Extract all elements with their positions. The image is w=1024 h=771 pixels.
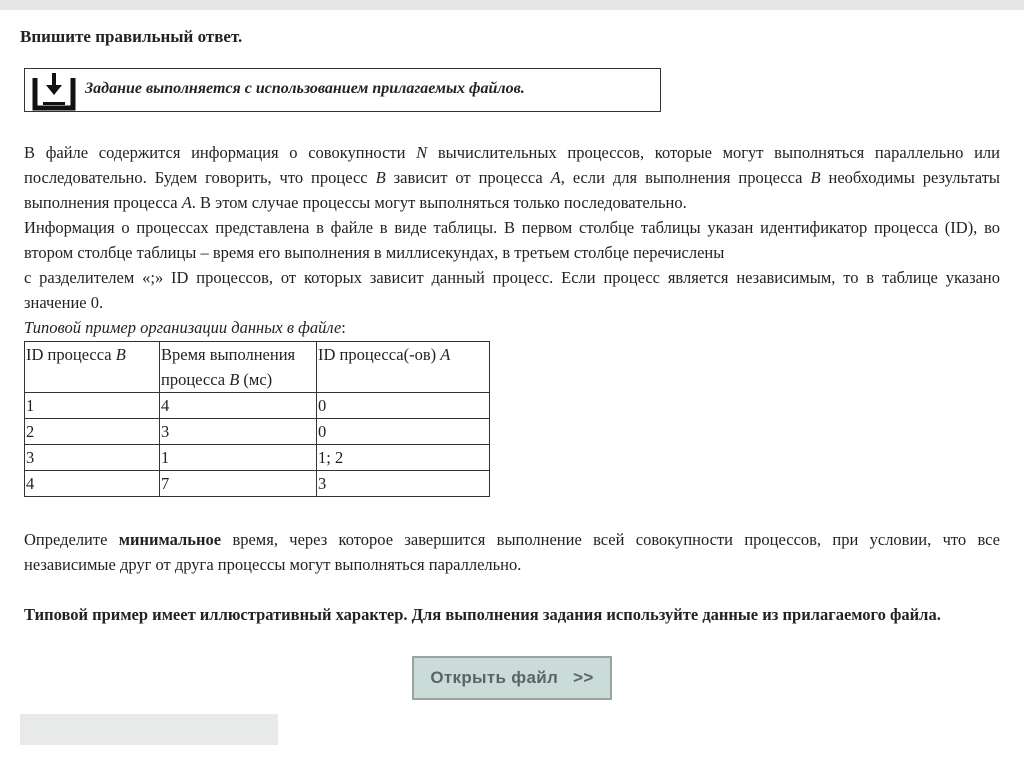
file-notice-text: Задание выполняется с использованием прилагаемых файлов. xyxy=(85,80,525,97)
file-notice-box xyxy=(24,68,661,112)
table-cell: 1; 2 xyxy=(317,445,490,471)
table-cell: 0 xyxy=(317,419,490,445)
table-header-row xyxy=(25,342,490,393)
header-cell-time: Время выполнения процесса B (мс) xyxy=(160,342,317,393)
table-cell: 2 xyxy=(25,419,160,445)
table-cell: 4 xyxy=(25,471,160,497)
open-file-button[interactable] xyxy=(412,656,612,700)
paragraph-2: Информация о процессах представлена в файле в виде таблицы. В первом столбце таблицы указан идентификатор процесса (ID), во втором столбце таблицы – время его выполнения в миллисекундах, в третьем столбце перечислены xyxy=(24,218,1000,262)
table-row xyxy=(25,393,490,419)
table-row xyxy=(25,445,490,471)
paragraph-1: В файле содержится информация о совокупности N вычислительных процессов, которые могут выполняться параллельно или последовательно. Будем говорить, что процесс B зависит от процесса A, если для выполнения процесса B необходимы результаты выполнения процесса A. В этом случае процессы могут выполняться только последовательно. xyxy=(24,143,1000,212)
open-file-label: Открыть файл >> xyxy=(430,668,594,687)
table-cell: 4 xyxy=(160,393,317,419)
header-cell-id-b: ID процесса B xyxy=(25,342,160,393)
answer-input[interactable] xyxy=(20,714,278,745)
table-cell: 3 xyxy=(160,419,317,445)
table-cell: 0 xyxy=(317,393,490,419)
table-cell: 1 xyxy=(160,445,317,471)
header-cell-id-a: ID процесса(-ов) A xyxy=(317,342,490,393)
table-cell: 1 xyxy=(25,393,160,419)
table-cell: 3 xyxy=(25,445,160,471)
note-text: Типовой пример имеет иллюстративный характер. Для выполнения задания используйте данные из прилагаемого файла. xyxy=(24,605,941,624)
table-row xyxy=(25,419,490,445)
table-cell: 7 xyxy=(160,471,317,497)
question-text: Определите минимальное время, через которое завершится выполнение всей совокупности процессов, при условии, что все независимые друг от друга процессы могут выполняться параллельно. xyxy=(24,530,1001,574)
paragraph-3: с разделителем «;» ID процессов, от которых зависит данный процесс. Если процесс является независимым, то в таблице указано значение 0. xyxy=(24,268,1000,312)
task-description xyxy=(24,140,1000,340)
instruction-text: Впишите правильный ответ. xyxy=(20,27,243,46)
top-bar xyxy=(0,0,1024,10)
example-table xyxy=(24,341,490,497)
download-icon xyxy=(29,70,79,112)
table-cell: 3 xyxy=(317,471,490,497)
table-row xyxy=(25,471,490,497)
example-label: Типовой пример организации данных в файле: xyxy=(24,318,346,337)
